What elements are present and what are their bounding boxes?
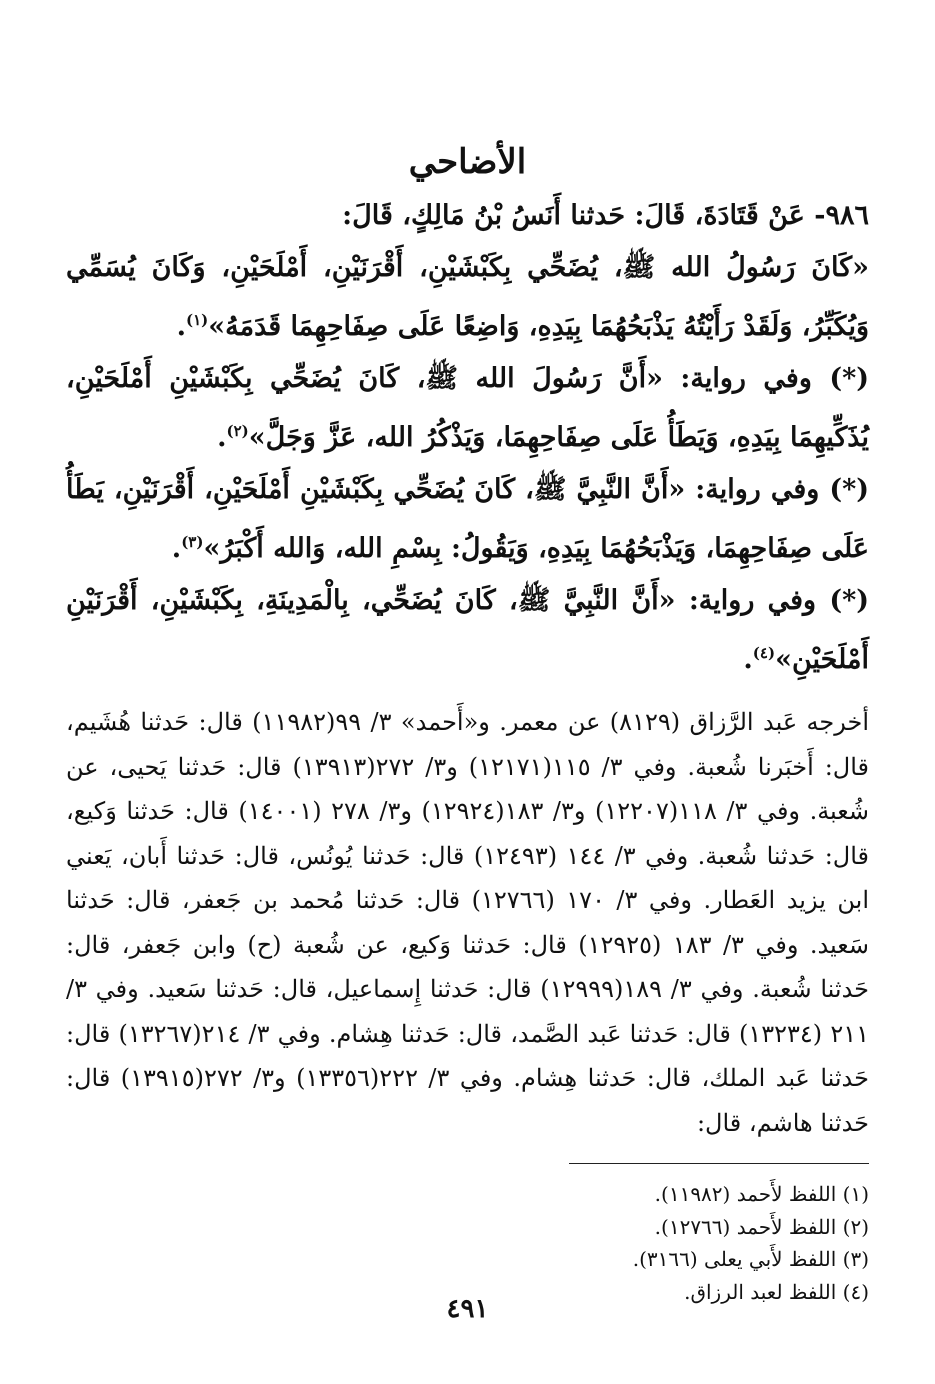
riwaya-text: (*) وفي رواية: «أَنَّ رَسُولَ الله ﷺ، كَانَ يُضَحِّي بِكَبْشَيْنِ أَمْلَحَيْنِ، يُذَكِّيهِمَا بِيَدِهِ، وَيَطَأُ عَلَى صِفَاحِهِمَا، وَيَذْكُرُ الله، عَزَّ وَجَلَّ» [66,363,869,453]
footnote-ref: (٤) [752,644,776,662]
footnote-separator [569,1163,869,1164]
hadith-number: ٩٨٦- [814,200,869,231]
riwaya-paragraph: (*) وفي رواية: «أَنَّ النَّبِيَّ ﷺ، كَانَ يُضَحِّي، بِالْمَدِينَةِ، بِكَبْشَيْنِ، أَقْرَنَيْنِ أَمْلَحَيْنِ»$^{(٤)}$. [66,585,869,675]
footnote-ref: (٢) [226,422,249,440]
hadith-isnad: عَنْ قَتَادَةَ، قَالَ: حَدثنا أَنَسُ بْنُ مَالِكٍ، قَالَ: [342,200,805,231]
riwaya-text: (*) وفي رواية: «أَنَّ النَّبِيَّ ﷺ، كَانَ يُضَحِّي بِكَبْشَيْنِ أَمْلَحَيْنِ، أَقْرَنَيْنِ، يَطَأُ عَلَى صِفَاحِهِمَا، وَيَذْبَحُهُمَا بِيَدِهِ، وَيَقُولُ: بِسْمِ الله، وَالله أَكْبَرُ» [66,474,869,564]
chapter-title: الأضاحي [408,142,527,182]
footnote-item: (٢) اللفظ لأَحمد (١٢٧٦٦). [654,1214,869,1239]
footnote-item: (٣) اللفظ لأَبي يعلى (٣١٦٦). [632,1247,869,1271]
hadith-matn: «كَانَ رَسُولُ الله ﷺ، يُضَحِّي بِكَبْشَيْنِ، أَقْرَنَيْنِ، أَمْلَحَيْنِ، وَكَانَ يُسَمِّي وَيُكَبِّرُ، وَلَقَدْ رَأَيْتُهُ يَذْبَحُهُمَا بِيَدِهِ، وَاضِعًا عَلَى صِفَاحِهِمَا قَدَمَهُ» [66,252,869,342]
footnote-ref: (١) [185,311,209,329]
footnote-ref: (٣) [181,533,204,551]
footnote-item: (١) اللفظ لأَحمد (١١٩٨٢). [654,1182,869,1206]
hadith-block [66,190,869,686]
riwaya-text: (*) وفي رواية: «أَنَّ النَّبِيَّ ﷺ، كَانَ يُضَحِّي، بِالْمَدِينَةِ، بِكَبْشَيْنِ، أَقْرَنَيْنِ أَمْلَحَيْنِ» [66,585,869,675]
page-number: ٤٩١ [446,1294,489,1324]
riwaya-paragraph: (*) وفي رواية: «أَنَّ رَسُولَ الله ﷺ، كَانَ يُضَحِّي بِكَبْشَيْنِ أَمْلَحَيْنِ، يُذَكِّيهِمَا بِيَدِهِ، وَيَطَأُ عَلَى صِفَاحِهِمَا، وَيَذْكُرُ الله، عَزَّ وَجَلَّ»$^{(٢)}$. [66,363,869,453]
takhrij-paragraph: أخرجه عَبد الرَّزاق (٨١٢٩) عن معمر. و«أَحمد» ٣/ ٩٩(١١٩٨٢) قال: حَدثنا هُشَيم، قال: أَخبَرنا شُعبة. وفي ٣/ ١١٥(١٢١٧١) و٣/ ٢٧٢(١٣٩١٣) قال: حَدثنا يَحيى، عن شُعبة. وفي ٣/ ١١٨(١٢٢٠٧) و٣/ ١٨٣(١٢٩٢٤) و٣/ ٢٧٨ (١٤٠٠١) قال: حَدثنا وَكيع، قال: حَدثنا شُعبة. وفي ٣/ ١٤٤ (١٢٤٩٣) قال: حَدثنا يُونُس، قال: حَدثنا أَبان، يَعني ابن يزيد العَطار. وفي ٣/ ١٧٠ (١٢٧٦٦) قال: حَدثنا مُحمد بن جَعفر، قال: حَدثنا سَعيد. وفي ٣/ ١٨٣ (١٢٩٢٥) قال: حَدثنا وَكيع، عن شُعبة (ح) وابن جَعفر، قال: حَدثنا شُعبة. وفي ٣/ ١٨٩(١٢٩٩٩) قال: حَدثنا إِسماعيل، قال: حَدثنا سَعيد. وفي ٣/ ٢١١ (١٣٢٣٤) قال: حَدثنا عَبد الصَّمد، قال: حَدثنا هِشام. وفي ٣/ ٢١٤(١٣٢٦٧) قال: حَدثنا عَبد الملك، قال: حَدثنا هِشام. وفي ٣/ ٢٢٢(١٣٣٥٦) و٣/ ٢٧٢(١٣٩١٥) قال: حَدثنا هاشم، قال: [66,708,870,1137]
hadith-matn-paragraph: «كَانَ رَسُولُ الله ﷺ، يُضَحِّي بِكَبْشَيْنِ، أَقْرَنَيْنِ، أَمْلَحَيْنِ، وَكَانَ يُسَمِّي وَيُكَبِّرُ، وَلَقَدْ رَأَيْتُهُ يَذْبَحُهُمَا بِيَدِهِ، وَاضِعًا عَلَى صِفَاحِهِمَا قَدَمَهُ»$^{(١)}$. [66,252,869,342]
riwaya-paragraph: (*) وفي رواية: «أَنَّ النَّبِيَّ ﷺ، كَانَ يُضَحِّي بِكَبْشَيْنِ أَمْلَحَيْنِ، أَقْرَنَيْنِ، يَطَأُ عَلَى صِفَاحِهِمَا، وَيَذْبَحُهُمَا بِيَدِهِ، وَيَقُولُ: بِسْمِ الله، وَالله أَكْبَرُ»$^{(٣)}$. [66,474,869,564]
hadith-isnad-line [66,190,869,242]
footnotes [66,1178,869,1308]
footnote-item: (٤) اللفظ لعبد الرزاق. [684,1279,869,1304]
